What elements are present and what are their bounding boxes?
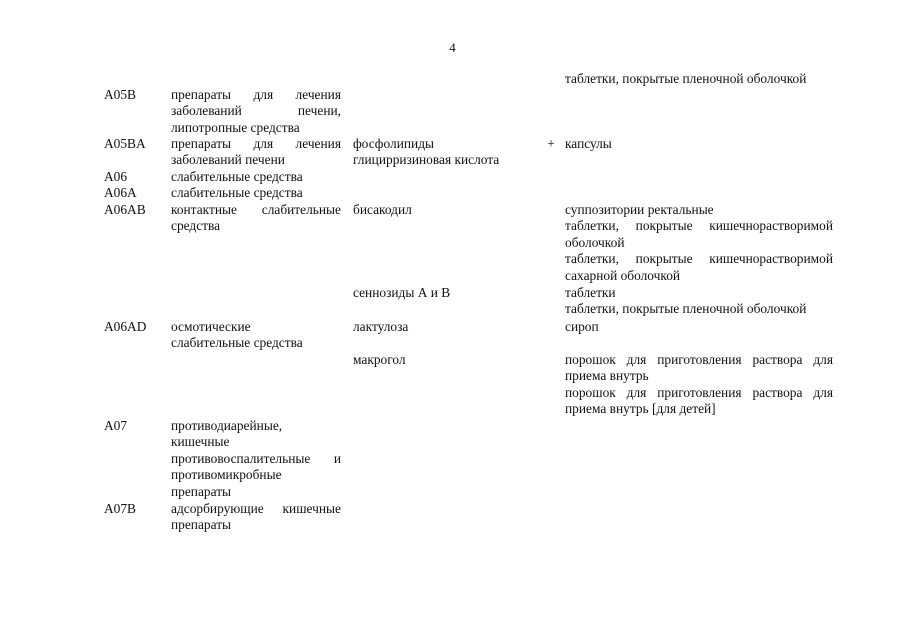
dosage-forms-cell: [565, 352, 833, 418]
active-substance: сеннозиды А и В: [353, 285, 451, 300]
pharmacological-group: слабительные средства: [171, 169, 303, 184]
atc-code: A06AD: [104, 319, 147, 334]
dosage-forms-cell: [565, 136, 833, 152]
pharmacological-group: адсорбирующие кишечные препараты: [171, 501, 341, 533]
dosage-form: суппозитории ректальные: [565, 202, 714, 217]
dosage-form: капсулы: [565, 136, 612, 151]
dosage-form: порошок для приготовления раствора для приема внутрь: [565, 352, 833, 384]
atc-code: A07B: [104, 501, 136, 516]
active-substance: макрогол: [353, 352, 406, 367]
dosage-form: сироп: [565, 319, 599, 334]
dosage-form: таблетки, покрытые кишечнорастворимой оболочкой: [565, 218, 833, 250]
dosage-form: таблетки, покрытые пленочной оболочкой: [565, 71, 807, 86]
dosage-form: таблетки, покрытые кишечнорастворимой сахарной оболочкой: [565, 251, 833, 283]
atc-code: A06AB: [104, 202, 146, 217]
dosage-form: таблетки: [565, 285, 616, 300]
pharmacological-group: контактные слабительные средства: [171, 202, 341, 234]
pharmacological-group: противодиарейные, кишечные противовоспалительные и противомикробные препараты: [171, 418, 341, 499]
atc-code: A06: [104, 169, 128, 184]
pharmacological-group: осмотические слабительные средства: [171, 319, 303, 351]
pharmacological-group: препараты для лечения заболеваний печени, липотропные средства: [171, 87, 341, 135]
atc-code: A07: [104, 418, 128, 433]
dosage-form: порошок для приготовления раствора для приема внутрь [для детей]: [565, 384, 833, 417]
atc-code: A05B: [104, 87, 136, 102]
combination-mark: +: [547, 136, 555, 151]
dosage-forms-cell: [565, 202, 833, 284]
active-substance: лактулоза: [353, 319, 409, 334]
dosage-forms-cell: [565, 285, 833, 318]
dosage-forms-cell: [565, 71, 833, 87]
atc-code: A05BA: [104, 136, 146, 151]
dosage-form: таблетки, покрытые пленочной оболочкой: [565, 301, 807, 317]
active-substance: фосфолипиды глицирризиновая кислота: [353, 136, 500, 168]
atc-code: A06A: [104, 185, 137, 200]
active-substance: бисакодил: [353, 202, 412, 217]
pharmacological-group: слабительные средства: [171, 185, 303, 200]
dosage-forms-cell: [565, 319, 833, 335]
pharmacological-group: препараты для лечения заболеваний печени: [171, 136, 341, 168]
page-number: 4: [449, 40, 456, 55]
